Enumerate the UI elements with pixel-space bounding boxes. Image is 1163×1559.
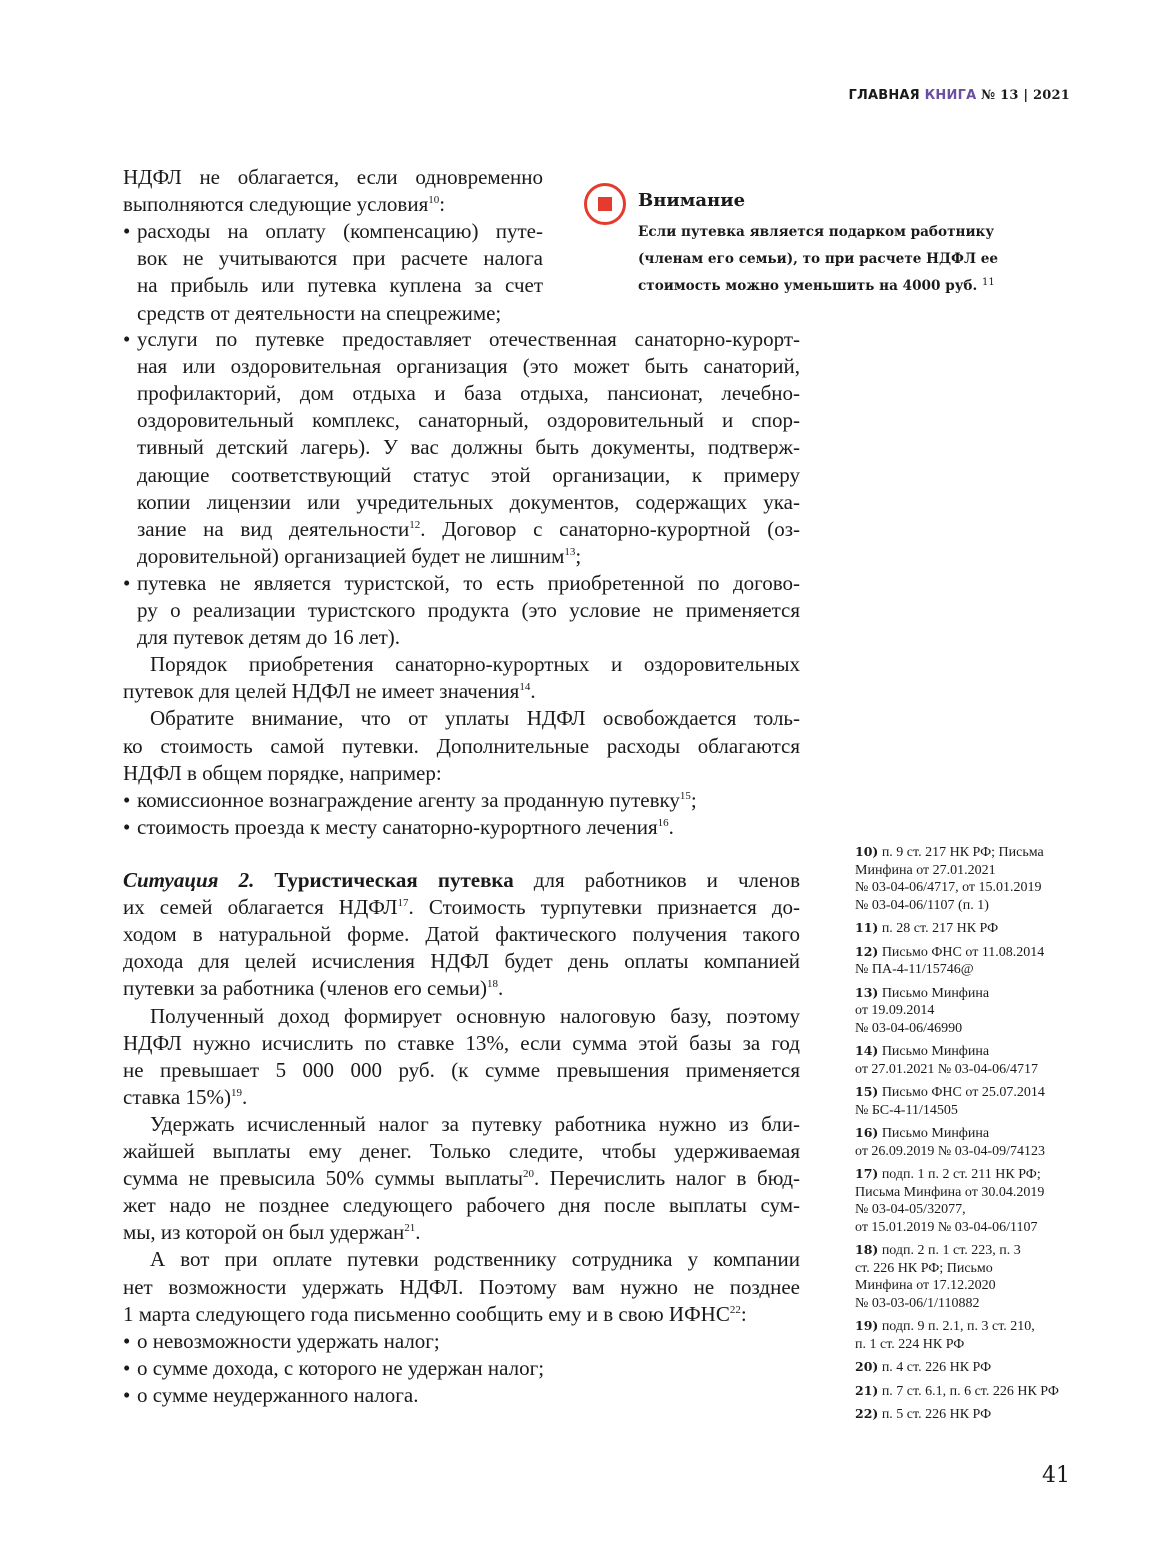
footnote-text: № 03-04-06/4717, от 15.01.2019: [855, 880, 1042, 895]
text-line: [137, 353, 800, 380]
bullet-icon: •: [123, 327, 131, 351]
text: .: [241, 1084, 248, 1109]
text: :: [439, 192, 446, 217]
text: на прибыль или путевка куплена за счет: [137, 273, 543, 298]
text-line: [150, 1111, 800, 1138]
footnote-ref: 22: [729, 1303, 741, 1316]
text: ру о реализации туристского продукта (это условие не применяется: [137, 598, 800, 622]
footnote-text: № БС-4-11/14505: [855, 1102, 958, 1118]
footnote-text: п. 7 ст. 6.1, п. 6 ст. 226 НК РФ: [881, 1383, 1059, 1399]
text: .: [668, 814, 674, 839]
text-line: [123, 894, 800, 921]
footnote-text: Письмо ФНС от 25.07.2014: [881, 1085, 1045, 1100]
text: нет возможности удержать НДФЛ. Поэтому вам нужно не позднее: [123, 1274, 800, 1299]
text: вок не учитываются при расчете налога: [137, 246, 543, 271]
text: средств от деятельности на спецрежиме;: [137, 300, 502, 325]
running-header: [848, 88, 1070, 103]
footnote-text: Письма Минфина от 30.04.2019: [855, 1184, 1045, 1200]
footnote-text: п. 4 ст. 226 НК РФ: [881, 1360, 992, 1375]
footnote-text: п. 1 ст. 224 НК РФ: [855, 1336, 965, 1352]
footnote-number: 21): [855, 1382, 879, 1398]
brand-part2: КНИГА: [924, 88, 977, 103]
footnote-text: от 15.01.2019 № 03-04-06/1107: [855, 1219, 1038, 1235]
page-number: 41: [1042, 1463, 1070, 1488]
footnote-text: п. 28 ст. 217 НК РФ: [881, 921, 999, 936]
footnote-number: 11): [855, 920, 879, 935]
footnote-text: от 26.09.2019 № 03-04-09/74123: [855, 1143, 1046, 1159]
text: сумма не превысила 50% суммы выплаты: [123, 1166, 523, 1191]
footnote-ref: 13: [564, 545, 576, 558]
footnote-text: п. 9 ст. 217 НК РФ; Письма: [881, 845, 1044, 860]
footnote: [855, 943, 1085, 979]
text: комиссионное вознаграждение агенту за проданную путевку: [137, 787, 680, 812]
text: дохода для целей исчисления НДФЛ будет день оплаты компанией: [123, 949, 800, 974]
heading-text: Ситуация 2.: [123, 868, 255, 892]
bullet-icon: •: [123, 814, 131, 839]
footnote-text: № 03-03-06/1/110882: [855, 1295, 980, 1311]
bullet-item-line: [123, 1382, 800, 1409]
bullet-icon: •: [123, 1328, 131, 1353]
text: путевки за работника (членов его семьи): [123, 976, 487, 1001]
text: жайшей выплаты ему денег. Только следите, чтобы удерживаемая: [123, 1139, 800, 1163]
attention-line-text: стоимость можно уменьшить на 4000 руб.: [638, 278, 978, 294]
footnote-text: подп. 2 п. 1 ст. 223, п. 3: [881, 1243, 1021, 1258]
text-line: [123, 1301, 800, 1328]
footnote-number: 10): [855, 844, 879, 859]
text: ;: [690, 787, 697, 812]
text: услуги по путевке предоставляет отечественная санаторно-курорт-: [137, 327, 800, 351]
text-line: [123, 1057, 800, 1084]
text: ко стоимость самой путевки. Дополнительные расходы облагаются: [123, 733, 800, 758]
footnote: [855, 984, 1085, 1038]
footnote-text: Письмо ФНС от 11.08.2014: [881, 944, 1045, 960]
footnote-text: № ПА-4-11/15746@: [855, 962, 974, 977]
text-line: [137, 245, 543, 272]
text: оздоровительный комплекс, санаторный, оздоровительный и спор-: [137, 408, 800, 433]
text: [254, 868, 274, 892]
text: Полученный доход формирует основную налоговую базу, поэтому: [150, 1003, 800, 1028]
footnote-number: 14): [855, 1043, 879, 1058]
text: дающие соответствующий статус этой организации, к примеру: [137, 462, 800, 487]
text: .: [497, 976, 504, 1001]
text-line: [123, 164, 543, 191]
footnote-text: Письмо Минфина: [881, 1126, 990, 1141]
footnote-ref: 15: [679, 789, 691, 802]
footnote-number: 12): [855, 943, 879, 959]
text: .: [530, 679, 536, 704]
text: стоимость проезда к месту санаторно-курортного лечения: [137, 814, 658, 839]
text: о невозможности удержать налог;: [137, 1328, 440, 1353]
footnote: [855, 843, 1085, 914]
footnote: [855, 1042, 1085, 1078]
footnote-number: 18): [855, 1242, 879, 1257]
footnote-text: Минфина от 17.12.2020: [855, 1278, 996, 1293]
text: НДФЛ не облагается, если одновременно: [123, 165, 543, 189]
text-line: [123, 1030, 800, 1057]
footnote-text: Письмо Минфина: [881, 1044, 990, 1059]
text-line: [123, 1084, 800, 1111]
bullet-item-line: [123, 570, 800, 597]
footnote-ref: 18: [486, 978, 498, 991]
text-line: [123, 921, 800, 948]
text: ;: [575, 543, 582, 568]
text: жет надо не позднее следующего рабочего дня после выплаты сум-: [123, 1193, 800, 1218]
bullet-icon: •: [123, 1382, 131, 1407]
text-line: [123, 975, 800, 1002]
footnote: [855, 919, 1085, 938]
footnote: [855, 1124, 1085, 1160]
footnote-text: № 03-04-06/1107 (п. 1): [855, 897, 989, 913]
footnote-number: 19): [855, 1318, 879, 1333]
bullet-item-line: [123, 787, 800, 814]
text: профилакторий, дом отдыха и база отдыха, пансионат, лечебно-: [137, 381, 800, 406]
footnotes: [855, 843, 1085, 1429]
footnote-text: от 27.01.2021 № 03-04-06/4717: [855, 1061, 1039, 1077]
text: А вот при оплате путевки родственнику сотрудника у компании: [150, 1247, 800, 1272]
footnote-text: Минфина от 27.01.2021: [855, 862, 996, 878]
text: . Стоимость турпутевки признается до-: [408, 895, 800, 920]
bullet-icon: •: [123, 570, 131, 595]
footnote: [855, 1358, 1085, 1377]
footnote-text: № 03-04-06/46990: [855, 1020, 963, 1036]
attention-title: Внимание: [638, 190, 746, 211]
footnote: [855, 1083, 1085, 1119]
text-line: [123, 1165, 800, 1192]
footnote-ref: 20: [522, 1168, 534, 1181]
bullet-item-line: [123, 218, 543, 245]
text-line: [123, 1192, 800, 1219]
footnote-number: 22): [855, 1406, 879, 1421]
footnote-number: 15): [855, 1084, 879, 1099]
text-line: [137, 543, 800, 570]
text: НДФЛ в общем порядке, например:: [123, 760, 442, 785]
text-line: [150, 1003, 800, 1030]
footnote-ref: 12: [409, 518, 421, 531]
text: ставка 15%): [123, 1084, 231, 1109]
text: Удержать исчисленный налог за путевку работника нужно из бли-: [150, 1111, 800, 1136]
footnote-ref: 16: [657, 816, 669, 829]
footnote: [855, 1165, 1085, 1236]
text-line: [137, 516, 800, 543]
attention-body: [638, 219, 1038, 300]
text-line: [137, 462, 800, 489]
text-line: [137, 380, 800, 407]
text-line: [123, 1219, 800, 1246]
text: путевок для целей НДФЛ не имеет значения: [123, 679, 520, 704]
footnote-ref: 10: [428, 194, 440, 207]
heading-text: Туристическая путевка: [274, 868, 514, 892]
footnote-number: 16): [855, 1125, 879, 1140]
text: 1 марта следующего года письменно сообщить ему и в свою ИФНС: [123, 1301, 730, 1326]
footnote-text: п. 5 ст. 226 НК РФ: [881, 1407, 992, 1422]
text: тивный детский лагерь). У вас должны быть документы, подтверж-: [137, 435, 800, 460]
text-line: [123, 948, 800, 975]
footnote-text: от 19.09.2014: [855, 1003, 935, 1018]
text-line: [137, 434, 800, 461]
attention-stop-icon: [584, 183, 626, 225]
text: зание на вид деятельности: [137, 516, 410, 541]
bullet-icon: •: [123, 787, 131, 812]
text-line: [123, 678, 800, 705]
footnote-number: 20): [855, 1359, 879, 1374]
text-line: [123, 191, 543, 218]
text-line: [123, 760, 800, 787]
bullet-icon: •: [123, 219, 131, 244]
footnote-number: 17): [855, 1166, 879, 1181]
bullet-icon: •: [123, 1355, 131, 1380]
text: НДФЛ нужно исчислить по ставке 13%, если сумма этой базы за год: [123, 1030, 800, 1055]
attention-line: (членам его семьи), то при расчете НДФЛ ее: [638, 251, 998, 267]
brand-part1: ГЛАВНАЯ: [848, 88, 920, 103]
text: для работников и членов: [513, 868, 801, 892]
footnote-ref: 19: [230, 1086, 242, 1099]
text: мы, из которой он был удержан: [123, 1220, 405, 1245]
text: ходом в натуральной форме. Датой фактического получения такого: [123, 922, 800, 947]
bullet-item-line: [123, 1328, 800, 1355]
text: о сумме дохода, с которого не удержан налог;: [137, 1355, 545, 1380]
bullet-item-line: [123, 1355, 800, 1382]
footnote-ref: 14: [519, 681, 531, 694]
text: копии лицензии или учредительных документов, содержащих ука-: [137, 489, 800, 514]
text-line: [137, 597, 800, 624]
bullet-item-line: [123, 814, 800, 841]
footnote: [855, 1241, 1085, 1312]
text: путевка не является туристской, то есть приобретенной по догово-: [137, 570, 800, 595]
footnote: [855, 1317, 1085, 1353]
attention-line: [638, 273, 1038, 300]
text-line: [123, 733, 800, 760]
text: для путевок детям до 16 лет).: [137, 625, 401, 650]
text: о сумме неудержанного налога.: [137, 1382, 419, 1407]
text: . Перечислить налог в бюд-: [533, 1166, 801, 1191]
attention-line: Если путевка является подарком работнику: [638, 224, 995, 240]
text-line: [123, 1274, 800, 1301]
bullet-item-line: [123, 326, 800, 353]
footnote-number: 13): [855, 984, 879, 1000]
footnote-text: Письмо Минфина: [881, 985, 990, 1001]
text-line: [137, 300, 543, 327]
footnote-text: подп. 9 п. 2.1, п. 3 ст. 210,: [881, 1319, 1035, 1334]
footnote: [855, 1405, 1085, 1424]
text-line: [137, 489, 800, 516]
text: не превышает 5 000 000 руб. (к сумме превышения применяется: [123, 1057, 800, 1082]
text: выполняются следующие условия: [123, 192, 429, 217]
text: доровительной) организацией будет не лишним: [137, 543, 565, 568]
text: . Договор с санаторно-курортной (оз-: [420, 516, 800, 541]
footnote-text: ст. 226 НК РФ; Письмо: [855, 1260, 993, 1276]
text-line: [150, 651, 800, 678]
text-line: [137, 272, 543, 299]
footnote-text: № 03-04-05/32077,: [855, 1202, 966, 1217]
text-line: [123, 1138, 800, 1165]
footnote-ref: 21: [404, 1222, 416, 1235]
footnote-text: подп. 1 п. 2 ст. 211 НК РФ;: [881, 1167, 1041, 1182]
text: ная или оздоровительная организация (это может быть санаторий,: [137, 354, 800, 379]
text-line: [137, 624, 800, 651]
text: Порядок приобретения санаторно-курортных и оздоровительных: [150, 652, 800, 677]
text: расходы на оплату (компенсацию) путе-: [137, 219, 543, 244]
footnote: [855, 1382, 1085, 1401]
text-line: [150, 1246, 800, 1273]
text-line: [150, 705, 800, 732]
issue-number: № 13 | 2021: [981, 88, 1070, 103]
text-line: [137, 407, 800, 434]
text: Обратите внимание, что от уплаты НДФЛ освобождается толь-: [150, 706, 800, 731]
footnote-ref: 11: [981, 277, 995, 288]
text: :: [740, 1301, 747, 1326]
text-line: [123, 867, 800, 894]
text: их семей облагается НДФЛ: [123, 895, 398, 920]
text: .: [415, 1220, 421, 1245]
footnote-ref: 17: [397, 897, 409, 910]
